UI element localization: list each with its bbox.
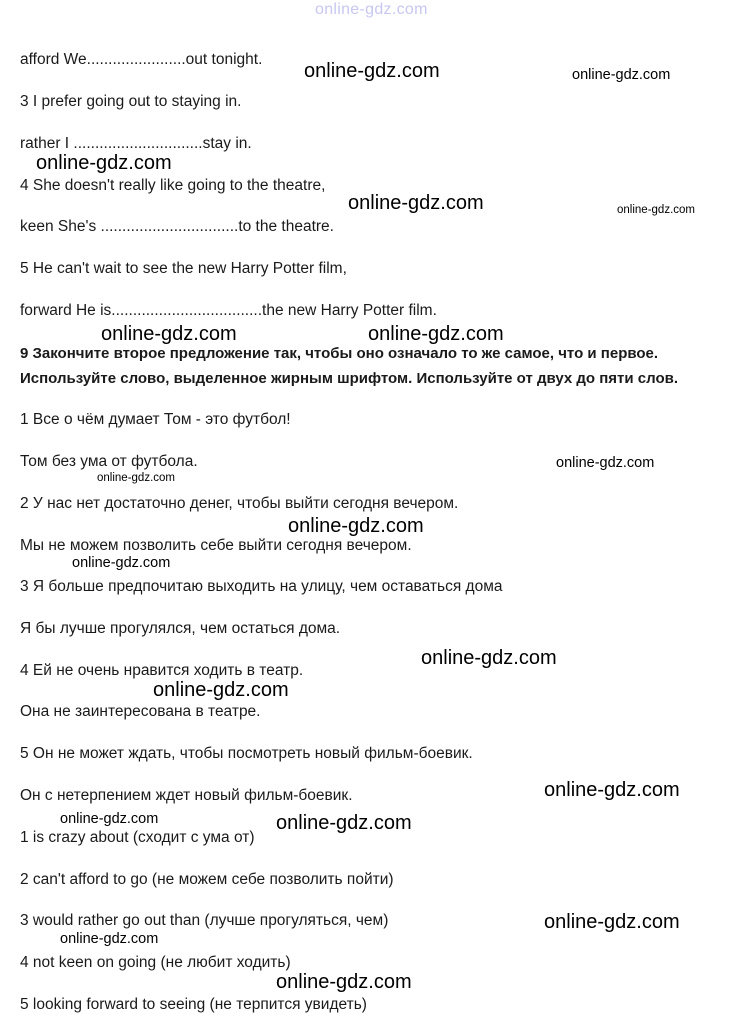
ru-line-8: Она не заинтересована в театре. bbox=[20, 703, 261, 720]
watermark: online-gdz.com bbox=[304, 60, 440, 82]
ru-line-1: 1 Все о чём думает Том - это футбол! bbox=[20, 411, 291, 428]
watermark: online-gdz.com bbox=[36, 152, 172, 174]
watermark: online-gdz.com bbox=[617, 204, 695, 216]
ru-line-7: 4 Ей не очень нравится ходить в театр. bbox=[20, 662, 304, 679]
watermark: online-gdz.com bbox=[421, 647, 557, 669]
watermark: online-gdz.com bbox=[368, 323, 504, 345]
ru-line-2: Том без ума от футбола. bbox=[20, 453, 198, 470]
ru-line-4: Мы не можем позволить себе выйти сегодня вечером. bbox=[20, 537, 412, 554]
text-line-sentence-5: 5 He can't wait to see the new Harry Potter film, bbox=[20, 260, 347, 277]
task-9-heading: 9 Закончите второе предложение так, чтобы оно означало то же самое, что и первое. bbox=[20, 345, 659, 362]
answer-1: 1 is crazy about (сходит с ума от) bbox=[20, 829, 255, 846]
watermark: online-gdz.com bbox=[544, 911, 680, 933]
watermark: online-gdz.com bbox=[97, 472, 175, 484]
answer-2: 2 can't afford to go (не можем себе позволить пойти) bbox=[20, 871, 394, 888]
text-line-afford: afford We.......................out tonight. bbox=[20, 51, 263, 68]
text-line-sentence-3: 3 I prefer going out to staying in. bbox=[20, 93, 242, 110]
watermark: online-gdz.com bbox=[572, 67, 671, 83]
watermark: online-gdz.com bbox=[276, 971, 412, 993]
watermark: online-gdz.com bbox=[276, 812, 412, 834]
answer-3: 3 would rather go out than (лучше прогуляться, чем) bbox=[20, 912, 389, 929]
text-line-forward: forward He is...................................the new Harry Potter film. bbox=[20, 302, 437, 319]
ru-line-6: Я бы лучше прогулялся, чем остаться дома. bbox=[20, 620, 341, 637]
answer-4: 4 not keen on going (не любит ходить) bbox=[20, 954, 291, 971]
text-line-keen: keen She's ................................to the theatre. bbox=[20, 218, 334, 235]
header-watermark: online-gdz.com bbox=[315, 1, 428, 18]
text-line-rather: rather I ..............................stay in. bbox=[20, 135, 252, 152]
watermark: online-gdz.com bbox=[288, 515, 424, 537]
watermark: online-gdz.com bbox=[348, 192, 484, 214]
watermark: online-gdz.com bbox=[101, 323, 237, 345]
task-9-instruction: Используйте слово, выделенное жирным шрифтом. Используйте от двух до пяти слов. bbox=[20, 370, 679, 387]
watermark: online-gdz.com bbox=[72, 555, 171, 571]
ru-line-9: 5 Он не может ждать, чтобы посмотреть новый фильм-боевик. bbox=[20, 745, 473, 762]
ru-line-10: Он с нетерпением ждет новый фильм-боевик. bbox=[20, 787, 353, 804]
ru-line-5: 3 Я больше предпочитаю выходить на улицу, чем оставаться дома bbox=[20, 578, 503, 595]
text-line-sentence-4: 4 She doesn't really like going to the theatre, bbox=[20, 177, 326, 194]
watermark: online-gdz.com bbox=[60, 931, 159, 947]
watermark: online-gdz.com bbox=[556, 455, 655, 471]
watermark: online-gdz.com bbox=[60, 811, 159, 827]
watermark: online-gdz.com bbox=[544, 779, 680, 801]
watermark: online-gdz.com bbox=[153, 679, 289, 701]
ru-line-3: 2 У нас нет достаточно денег, чтобы выйти сегодня вечером. bbox=[20, 495, 459, 512]
answer-5: 5 looking forward to seeing (не терпится увидеть) bbox=[20, 996, 367, 1013]
